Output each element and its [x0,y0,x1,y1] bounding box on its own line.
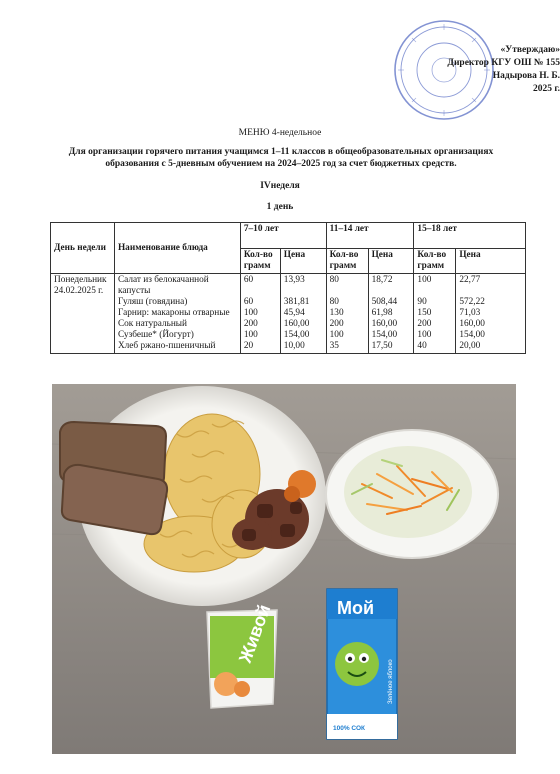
qty-value: 100 [329,330,344,340]
price-value: 20,00 [459,341,481,351]
qty-value: 60 [243,275,254,285]
header-age-11-14: 11–14 лет [326,223,414,249]
juice-badge: 100% СОК [333,725,365,732]
qty-value: 200 [329,319,344,329]
qty-value: 200 [243,319,258,329]
qty-value: 100 [417,330,432,340]
header-age-7-10: 7–10 лет [240,223,326,249]
juice-brand: Мой [337,598,375,618]
price-value: 160,00 [459,319,485,329]
qty-value: 20 [243,341,254,351]
price-value: 154,00 [283,330,310,340]
subtitle-line-2: образования с 5-дневным обучением на 2024–2025 год за счет бюджетных средств. [105,159,457,169]
qty-value: 100 [243,330,258,340]
price-value: 154,00 [371,330,398,340]
dish-name: Гарнир: макароны отварные [117,308,230,318]
price-value: 61,98 [371,308,393,318]
subheader-price: Цена [368,249,414,274]
header-dish: Наименование блюда [114,223,240,274]
header-day: День недели [51,223,115,274]
qty-7-10-cell [240,274,280,354]
meal-photo-drawing [52,384,516,754]
price-value: 572,22 [459,297,485,307]
price-value: 154,00 [459,330,485,340]
approval-director: Директор КГУ ОШ № 155 [447,58,560,68]
approval-date: 2025 г. [533,84,560,94]
dish-cell [114,274,240,354]
qty-value: 40 [417,341,427,351]
bread-slices [60,422,167,534]
qty-15-18-cell [414,274,456,354]
qty-value: 100 [417,275,432,285]
yogurt-cup [207,602,277,708]
price-value: 160,00 [371,319,398,329]
dish-name: Гуляш (говядина) [117,297,188,307]
dish-name: Сузбеше* (Йогурт) [117,330,194,340]
price-value: 71,03 [459,308,481,318]
qty-value: 200 [417,319,432,329]
menu-table [50,222,526,354]
qty-11-14-cell [326,274,368,354]
qty-value: 150 [417,308,432,318]
subheader-price: Цена [280,249,326,274]
dish-name: Хлеб ржано-пшеничный [117,341,216,351]
price-15-18-cell [456,274,526,354]
qty-value: 90 [417,297,427,307]
price-value: 18,72 [371,275,393,285]
price-11-14-cell [368,274,414,354]
day-cell: Понедельник 24.02.2025 г. [51,274,115,354]
subtitle-line-1: Для организации горячего питания учащимся 1–11 классов в общеобразовательных организациях [68,147,494,157]
price-7-10-cell [280,274,326,354]
juice-box [327,589,397,739]
qty-value: 80 [329,297,339,307]
subheader-qty: Кол-во грамм [240,249,280,274]
header-age-15-18: 15–18 лет [414,223,526,249]
price-value: 160,00 [283,319,310,329]
price-value: 22,77 [459,275,481,285]
salad-bowl [326,430,498,558]
qty-value: 80 [329,275,339,285]
document-title: МЕНЮ 4-недельное [238,128,322,138]
approval-header: «Утверждаю» [500,45,560,55]
qty-value: 35 [329,341,339,351]
subheader-qty: Кол-во грамм [414,249,456,274]
table-row [51,274,526,354]
meal-photo [52,384,516,754]
yogurt-label: Живой [234,601,275,666]
price-value: 45,94 [283,308,305,318]
price-value: 13,93 [283,275,305,285]
qty-value: 60 [243,297,254,307]
week-label: IVнеделя [260,181,300,191]
price-value: 508,44 [371,297,398,307]
price-value: 10,00 [283,341,305,351]
subheader-price: Цена [456,249,526,274]
day-label: 1 день [266,202,294,212]
price-value: 17,50 [371,341,393,351]
document-subtitle [36,146,526,170]
juice-flavor: Зелёное яблоко [388,659,394,704]
qty-value: 130 [329,308,344,318]
dish-name: Сок натуральный [117,319,188,329]
dish-name: Салат из белокачанной капусты [117,275,209,296]
qty-value: 100 [243,308,258,318]
subheader-qty: Кол-во грамм [326,249,368,274]
menu-document [30,8,560,360]
approval-name: Надырова Н. Б. [492,71,560,81]
price-value: 381,81 [283,297,310,307]
approval-block [400,44,560,96]
table-header-row [51,223,526,249]
